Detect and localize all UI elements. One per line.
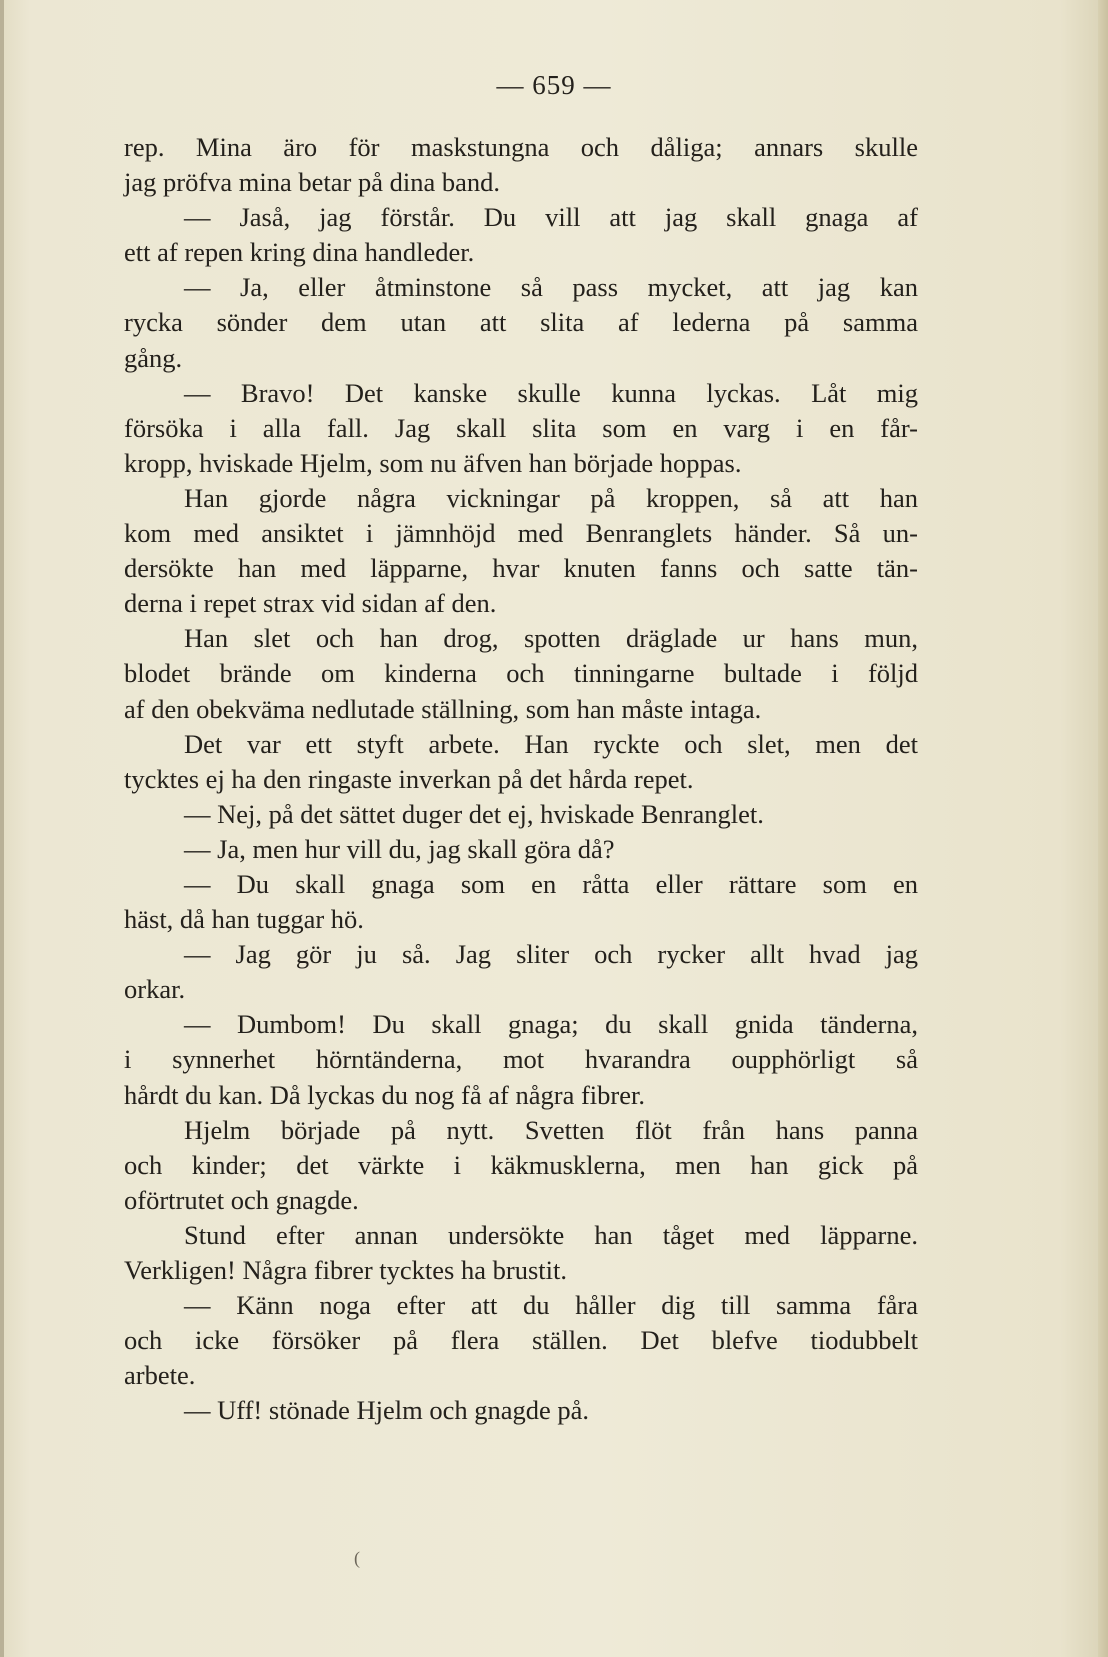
text-line: — Jag gör ju så. Jag sliter och rycker allt hvad jag: [184, 939, 918, 970]
text-line: — Känn noga efter att du håller dig till samma fåra: [184, 1290, 918, 1321]
text-line: hårdt du kan. Då lyckas du nog få af några fibrer.: [124, 1079, 645, 1110]
text-line: tycktes ej ha den ringaste inverkan på det hårda repet.: [124, 763, 694, 794]
text-line: ett af repen kring dina handleder.: [124, 237, 475, 268]
text-line: oförtrutet och gnagde.: [124, 1184, 359, 1215]
stray-print-mark: (: [354, 1548, 360, 1568]
text-line: orkar.: [124, 974, 186, 1005]
text-line: kropp, hviskade Hjelm, som nu äfven han började hoppas.: [124, 447, 742, 478]
text-line: Han gjorde några vickningar på kroppen, så att han: [184, 482, 918, 513]
text-line: — Du skall gnaga som en råtta eller rättare som en: [184, 868, 918, 899]
text-line: — Bravo! Det kanske skulle kunna lyckas. Låt mig: [184, 377, 918, 408]
text-line: gång.: [124, 342, 183, 373]
text-line: jag pröfva mina betar på dina band.: [124, 167, 501, 198]
page-number: — 659 —: [496, 70, 612, 100]
text-line: dersökte han med läpparne, hvar knuten fanns och satte tän-: [124, 553, 918, 584]
text-line: häst, då han tuggar hö.: [124, 904, 364, 935]
text-line: — Jaså, jag förstår. Du vill att jag skall gnaga af: [184, 202, 918, 233]
text-line: och icke försöker på flera ställen. Det blefve tiodubbelt: [124, 1325, 918, 1356]
text-line: — Ja, men hur vill du, jag skall göra då?: [184, 833, 615, 864]
text-line: Hjelm började på nytt. Svetten flöt från hans panna: [184, 1114, 918, 1145]
text-line: Verkligen! Några fibrer tycktes ha brustit.: [124, 1255, 567, 1285]
text-line: — Uff! stönade Hjelm och gnagde på.: [184, 1395, 589, 1426]
text-line: Stund efter annan undersökte han tåget med läpparne.: [184, 1219, 918, 1250]
text-line: i synnerhet hörntänderna, mot hvarandra oupphörligt så: [124, 1044, 918, 1075]
text-line: försöka i alla fall. Jag skall slita som en varg i en får-: [124, 412, 918, 443]
text-line: och kinder; det värkte i käkmusklerna, men han gick på: [124, 1149, 918, 1180]
text-line: af den obekväma nedlutade ställning, som han måste intaga.: [124, 693, 762, 724]
text-line: kom med ansiktet i jämnhöjd med Benranglets händer. Så un-: [124, 518, 918, 549]
text-line: derna i repet strax vid sidan af den.: [124, 588, 497, 619]
text-line: rep. Mina äro för maskstungna och dåliga; annars skulle: [124, 132, 918, 162]
page-left-edge: [0, 0, 4, 1657]
text-line: rycka sönder dem utan att slita af lederna på samma: [124, 307, 918, 338]
text-line: — Nej, på det sättet duger det ej, hviskade Benranglet.: [184, 798, 764, 829]
text-line: arbete.: [124, 1360, 196, 1391]
text-line: — Ja, eller åtminstone så pass mycket, att jag kan: [184, 272, 918, 303]
text-line: blodet brände om kinderna och tinningarne bultade i följd: [124, 658, 918, 689]
body-text: [124, 130, 918, 1428]
page-right-edge: [1098, 0, 1108, 1657]
text-line: Det var ett styft arbete. Han ryckte och slet, men det: [184, 728, 918, 759]
text-line: Han slet och han drog, spotten dräglade ur hans mun,: [184, 623, 918, 654]
text-line: — Dumbom! Du skall gnaga; du skall gnida tänderna,: [184, 1009, 918, 1040]
